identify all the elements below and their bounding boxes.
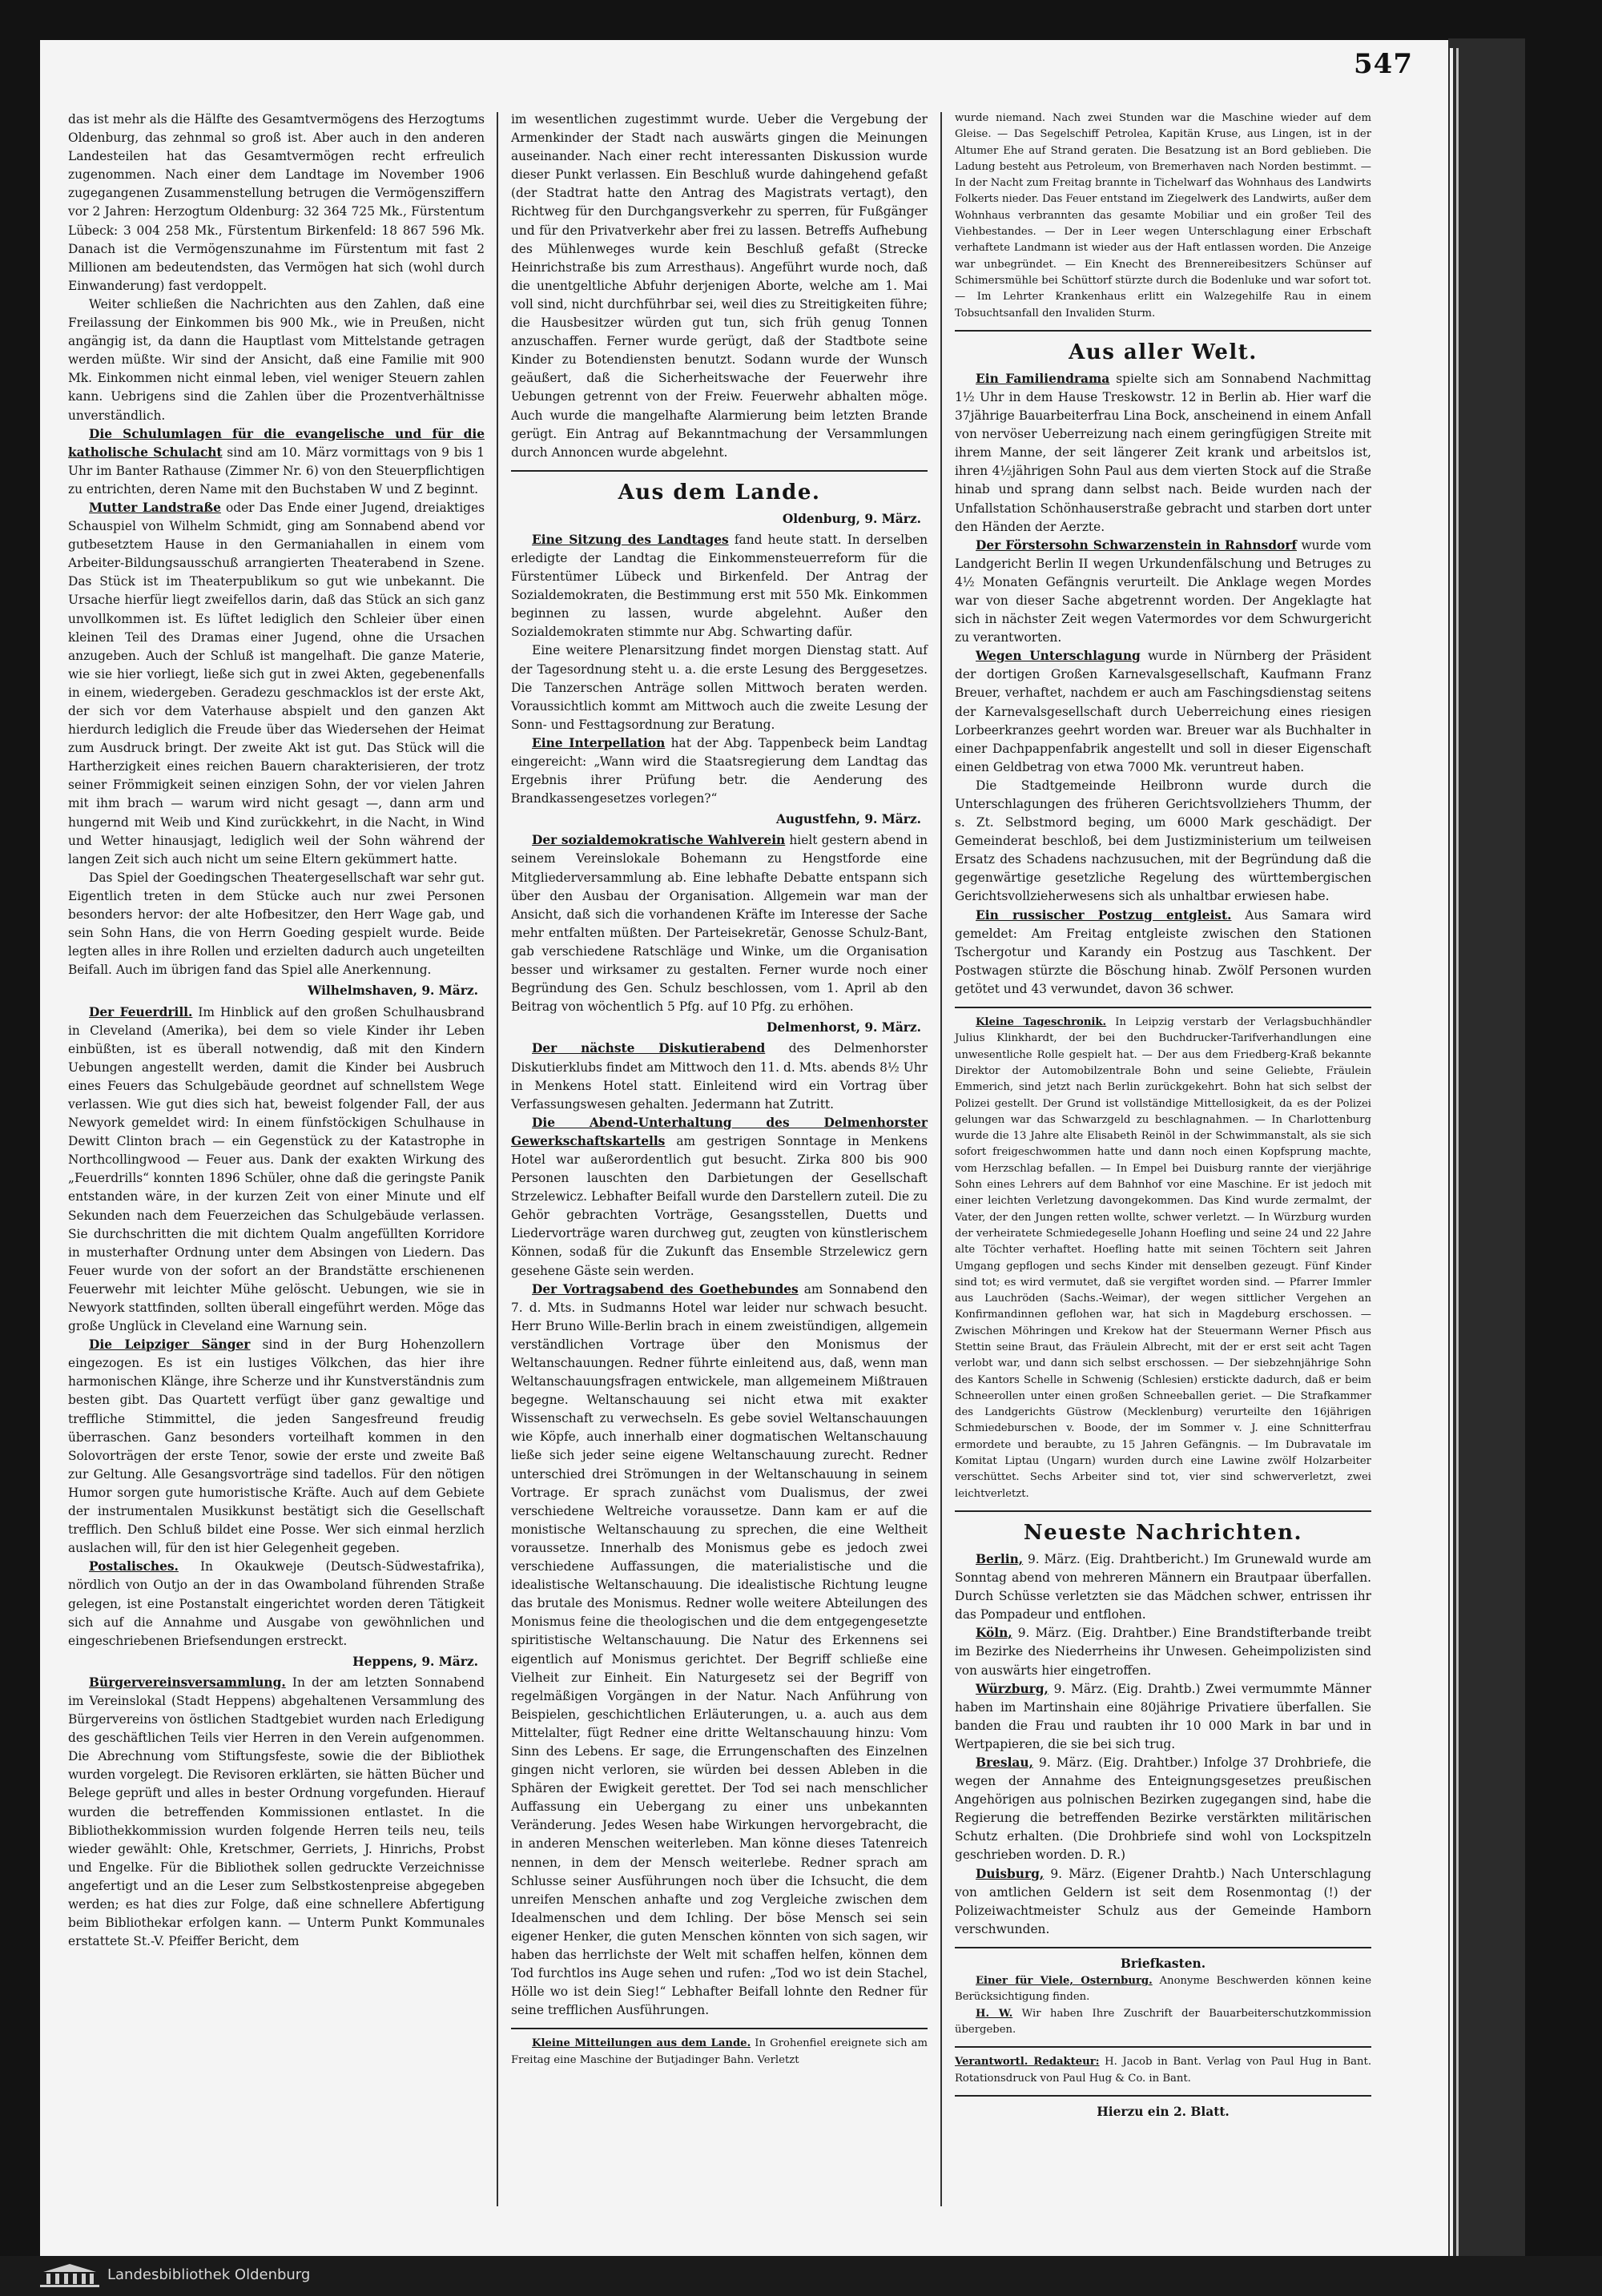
article-text: In Okaukweje (Deutsch-Südwestafrika), nördlich von Outjo an der in das Owamboland führenden Straße gelegen, ist eine Postanstalt eingerichtet worden deren Tätigkeit sich auf die Annahme und Ausgabe von gewöhnlichen und eingeschriebenen Briefsendungen erstreckt. xyxy=(68,1559,485,1648)
article-text: Die Stadtgemeinde Heilbronn wurde durch die Unterschlagungen des früheren Gerichtsvollziehers Thumm, der s. Zt. Selbstmord beging, um 6000 Mark geschädigt. Der Gemeinderat beschloß, bei dem Justizministerium um teilweisen Ersatz des Schadens nachzusuchen, mit der Begründung daß die gegenwärtige gesetzliche Regelung des württembergischen Gerichtsvollzieherwesens sich als unhaltbar erwiesen habe. xyxy=(955,778,1371,904)
article-paragraph xyxy=(955,1865,1371,1939)
article-text: wurde in Nürnberg der Präsident der dortigen Großen Karnevalsgesellschaft, Kaufmann Franz Breuer, verhaftet, nachdem er auch am Faschingsdienstag seitens der Karnevalsgesellschaft durch Ueberreichung eines riesigen Lorbeerkranzes geehrt worden war. Breuer war als Buchhalter in einer Dachpappenfabrik angestellt und soll in dieser Eigenschaft einen Geldbetrag von etwa 7000 Mk. veruntreut haben. xyxy=(955,649,1371,774)
dateline: Delmenhorst, 9. März. xyxy=(767,1020,921,1035)
article-headline: Einer für Viele, Osternburg. xyxy=(976,1975,1153,1988)
small-print-paragraph xyxy=(955,1015,1371,1502)
article-paragraph xyxy=(955,1624,1371,1679)
library-building-icon xyxy=(40,2264,99,2288)
article-paragraph xyxy=(511,831,928,1016)
dateline: Wilhelmshaven, 9. März. xyxy=(308,983,478,999)
article-text: fand heute statt. In derselben erledigte der Landtag die Einkommensteuerreform für die Fürstentümer Lübeck und Birkenfeld. Der Antrag der Sozialdemokraten, die Bestimmung erst mit 550 Mk. Einkommen beginnen zu lassen, wurde abgelehnt. Außer den Sozialdemokraten stimmte nur Abg. Schwarting dafür. xyxy=(511,532,928,640)
article-text: In Grohenfiel ereignete sich am Freitag eine Maschine der Butjadinger Bahn. Verletzt xyxy=(511,2037,928,2066)
article-text: H. Jacob in Bant. Verlag von Paul Hug in Bant. Rotationsdruck von Paul Hug & Co. in Bant. xyxy=(955,2056,1372,2085)
article-paragraph xyxy=(955,777,1371,907)
article-paragraph xyxy=(955,907,1371,999)
section-divider xyxy=(955,1947,1371,1948)
article-headline: Duisburg, xyxy=(976,1866,1045,1881)
section-divider xyxy=(511,2028,928,2029)
article-text: wurde niemand. Nach zwei Stunden war die Maschine wieder auf dem Gleise. — Das Segelschiff Petrolea, Kapitän Kruse, aus Lingen, ist in der Altumer Ehe auf Strand geraten. Die Besatzung ist an Bord geblieben. Die Ladung besteht aus Petroleum, von Bremerhaven nach Norden bestimmt. — In der Nacht zum Freitag brannte in Tichelwarf das Wohnhaus des Landwirts Folkerts nieder. Das Feuer entstand im Ziegelwerk des Landwirts, außer dem Wohnhaus verbrannten das gesamte Mobiliar und ein großer Teil des Viehbestandes. — Der in Leer wegen Unterschlagung einer Erbschaft verhaftete Landmann ist wieder aus der Haft entlassen worden. Die Anzeige war unbegründet. — Ein Knecht des Brennereibesitzers Schünser auf Schimersmühle bei Schüttorf stürzte durch die Bodenluke und war sofort tot. — Im Lehrter Krankenhaus erlitt ein Walzegehilfe Rau in einem Tobsuchtsanfall den Invaliden Sturm. xyxy=(955,112,1371,320)
article-text: In Leipzig verstarb der Verlagsbuchhändler Julius Klinkhardt, der bei den Buchdrucker-Tarifverhandlungen eine unwesentliche Rolle gespielt hat. — Der aus dem Friedberg-Kraß bekannte Direktor der Automobilzentrale Bohn und seine Geliebte, Fräulein Emmerich, sind jetzt nach Berlin zurückgekehrt. Bohn hat sich selbst der Polizei gestellt. Der Grund ist vollständige Mittellosigkeit, da es der Polizei gelungen war das Schwarzgeld zu beschlagnahmen. — In Charlottenburg wurde die 13 Jahre alte Elisabeth Reinöl in der Schwimmanstalt, als sie sich sofort freigeschwommen hatte und dann noch einen Kopfsprung machte, vom Herzschlag befallen. — In Empel bei Duisburg rannte der vierjährige Sohn eines Lehrers auf dem Bahnhof vor eine Maschine. Er ist jedoch mit einer leichten Verletzung davongekommen. Das Kind wurde zermalmt, der Vater, der den Jungen retten wollte, schwer verletzt. — In Würzburg wurden der verheiratete Schmiedegeselle Johann Hoefling und seine 24 und 22 Jahre alte Töchter verhaftet. Hoefling hatte mit seinen Töchtern seit Jahren Umgang gepflogen und sechs Kinder mit denselben gezeugt. Fünf Kinder sind tot; es wird vermutet, daß sie vergiftet worden sind. — Pfarrer Immler aus Lauchröden (Sachs.-Weimar), der wegen sittlicher Vergehen an Konfirmandinnen geflohen war, hat sich in Magdeburg erschossen. — Zwischen Möhringen und Krekow hat der Steuermann Werner Pfisch aus Stettin seine Braut, das Fräulein Albrecht, mit der er erst seit acht Tagen verlobt war, und dann sich selbst erschossen. — Der siebzehnjährige Sohn des Kantors Schelle in Schwenig (Schlesien) erstickte dadurch, daß er beim Schneerollen unter einen großen Schneeballen geriet. — Die Strafkammer des Landgerichts Güstrow (Mecklenburg) verurteilte den 16jährigen Schmiedeburschen v. Boode, der im Sommer v. J. eine Schnitterfrau ermordete und beraubte, zu 15 Jahren Gefängnis. — Im Dubravatale im Komitat Liptau (Ungarn) wurden durch eine Lawine zwölf Holzarbeiter verschüttet. Sechs Arbeiter sind tot, vier sind schwerverletzt, zwei leichtverletzt. xyxy=(955,1016,1371,1500)
section-divider xyxy=(955,2095,1371,2097)
small-print-paragraph xyxy=(955,2006,1371,2039)
centered-heading: Briefkasten. xyxy=(1120,1956,1206,1971)
article-paragraph xyxy=(68,1336,485,1558)
article-headline: Ein russischer Postzug entgleist. xyxy=(976,907,1232,923)
article-text: 9. März. (Eig. Drahtber.) Eine Brandstifterbande treibt im Bezirke des Niederrheins ihr Unwesen. Geheimpolizisten sind von auswärts hier eingetroffen. xyxy=(955,1626,1371,1678)
binding-edge xyxy=(1450,48,1453,2266)
article-text: Das Spiel der Goedingschen Theatergesellschaft war sehr gut. Eigentlich treten in dem Stücke auch nur zwei Personen besonders hervor: der alte Hofbesitzer, den Herr Wage gab, und sein Sohn Hans, die von Herrn Goeding gespielt wurde. Beide legten alles in ihre Rollen und erzielten dadurch auch ungeteilten Beifall. Auch im übrigen fand das Spiel alle Anerkennung. xyxy=(68,870,485,978)
footer-bar xyxy=(0,2256,1602,2296)
article-headline: Der Feuerdrill. xyxy=(89,1004,193,1019)
article-paragraph xyxy=(68,111,485,296)
article-paragraph xyxy=(68,1674,485,1951)
article-text: hat der Abg. Tappenbeck beim Landtag eingereicht: „Wann wird die Staatsregierung dem Landtag das Ergebnis ihrer Prüfung betr. die Aenderung des Brandkassengesetzes vorlegen?“ xyxy=(511,735,928,806)
article-headline: Der Vortragsabend des Goethebundes xyxy=(532,1281,799,1297)
article-headline: Bürgervereinsversammlung. xyxy=(89,1675,286,1690)
page-number: 547 xyxy=(1354,48,1413,80)
column-rule-1 xyxy=(497,112,498,2206)
article-headline: Breslau, xyxy=(976,1755,1033,1770)
small-print-paragraph xyxy=(955,111,1371,322)
article-paragraph xyxy=(68,425,485,499)
article-paragraph xyxy=(955,1550,1371,1624)
article-headline: Verantwortl. Redakteur: xyxy=(955,2056,1100,2069)
section-divider xyxy=(955,1007,1371,1008)
article-headline: Die Abend-Unterhaltung des Delmenhorster Gewerkschaftskartells xyxy=(511,1115,928,1148)
dateline: Augustfehn, 9. März. xyxy=(775,812,921,827)
article-paragraph xyxy=(68,499,485,869)
article-text: Aus Samara wird gemeldet: Am Freitag entgleiste zwischen den Stationen Tschergotur und Karandy ein Postzug aus Taschkent. Der Postwagen stürzte die Böschung hinab. Zwölf Personen wurden getötet und 43 verwundet, davon 36 schwer. xyxy=(955,907,1371,996)
article-text: wurde vom Landgericht Berlin II wegen Urkundenfälschung und Betruges zu 4½ Monaten Gefängnis verurteilt. Die Anklage wegen Mordes war von dieser Sache abgetrennt worden. Der Angeklagte hat sich in nächster Zeit wegen Vatermordes vor dem Schwurgericht zu verantworten. xyxy=(955,537,1371,645)
article-headline: Köln, xyxy=(976,1626,1012,1641)
article-text: das ist mehr als die Hälfte des Gesamtvermögens des Herzogtums Oldenburg, das zehnmal so groß ist. Aber auch in den anderen Landesteilen hat das Gesamtvermögen recht erfreulich zugenommen. Nach einer dem Landtage im November 1906 zugegangenen Zusammenstellung betrugen die Vermögensziffern vor 2 Jahren: Herzogtum Oldenburg: 32 364 725 Mk., Fürstentum Lübeck: 3 004 258 Mk., Fürstentum Birkenfeld: 18 867 596 Mk. Danach ist die Vermögenszunahme im Fürstentum mit fast 2 Millionen am bedeutendsten, das Vermögen hat sich (wohl durch Einwanderung) fast verdoppelt. xyxy=(68,112,485,293)
article-text: am Sonnabend den 7. d. Mts. in Sudmanns Hotel war leider nur schwach besucht. Herr Bruno Wille-Berlin brach in einem zweistündigen, allgemein verständlichen Vortrage über den Monismus der Weltanschauungen. Redner führte einleitend aus, daß, wenn man Weltanschauungsfragen entwickele, man allgemeinem Mißtrauen begegne. Weltanschauung sei nicht etwa mit exakter Wissenschaft zu verwechseln. Es gebe soviel Weltanschauungen wie Köpfe, auch innerhalb einer dogmatischen Weltanschauung ließe sich jeder seine eigene Weltanschauung zurecht. Redner unterschied drei Strömungen in der Weltanschauung in seinem Vortrage. Er sprach zunächst vom Dualismus, der zwei verschiedene Weltreiche voraussetze. Dann kam er auf die monistische Weltanschauung zu sprechen, die eine Weltheit voraussetze. Innerhalb des Monismus gebe es jedoch zwei verschiedene Auffassungen, die materialistische und die idealistische Weltanschauung. Die idealistische Richtung leugne das brutale des Monismus. Redner wolle weitere Abteilungen des Monismus feine die theologischen und die dem entgegengesetzte spiritistische Weltanschauung. Die Natur des Erkennens sei eigentlich auf Monismus gerichtet. Der Begriff schließe eine Vielheit zur Einheit. Ein Naturgesetz sei der Begriff von regelmäßigen Vorgängen in der Natur. Nach Anführung von Beispielen, geschichtlichen Erläuterungen, u. a. auch aus dem Mittelalter, fügt Redner eine dritte Weltanschauung hinzu: Vom Sinn des Lebens. Er sage, die Errungenschaften des Einzelnen gingen nicht verloren, sie würden bei dessen Ableben in die Sphären der Ewigkeit gerettet. Der Tod sei nach menschlicher Auffassung ein Uebergang zu einer uns unbekannten Veränderung. Jedes Wesen habe Wirkungen hervorgebracht, die in anderen Menschen weiterleben. Man könne dieses Tatenreich nennen, in dem der Mensch weiterlebe. Redner sprach am Schlusse seiner Ausführungen noch über die Ichsucht, die dem unreifen Menschen anhafte und zog Vergleiche zwischen dem Idealmenschen und dem Ichling. Der böse Mensch sei sein eigener Henker, die guten Menschen könnten von sich sagen, wir haben das herrlichste der Welt mit schaffen helfen, können dem Tod furchtlos ins Auge sehen und rufen: „Tod wo ist dein Stachel, Hölle wo ist dein Sieg!“ Lebhafter Beifall lohnte den Redner für seine trefflichen Ausführungen. xyxy=(511,1281,928,2018)
article-paragraph xyxy=(511,641,928,734)
article-text: Im Hinblick auf den großen Schulhausbrand in Cleveland (Amerika), bei dem so viele Kinder ihr Leben einbüßten, ist es überall notwendig, daß mit den Kindern Uebungen angestellt werden, damit die Kinder bei Ausbruch eines Feuers das Schulgebäude geordnet auf schnellstem Wege verlassen. Wie gut dies sich hat, beweist folgender Fall, der aus Newyork gemeldet wird: In einem fünfstöckigen Schulhause in Dewitt Clinton brach — ein Gegenstück zu der Katastrophe in Northcollingwood — Feuer aus. Dank der exakten Wirkung des „Feuerdrills“ konnten 1896 Schüler, ohne daß die geringste Panik entstanden wäre, in der kurzen Zeit von einer Minute und elf Sekunden nach dem Feuerzeichen das Schulgebäude verlassen. Sie durchschritten die mit dichtem Qualm angefüllten Korridore in musterhafter Ordnung unter dem Absingen von Liedern. Das Feuer wurde von der sofort an der Brandstätte erschienenen Feuerwehr mit leichter Mühe gelöscht. Uebungen, wie sie in Newyork stattfinden, sollten überall eingeführt werden. Möge das große Unglück in Cleveland eine Warnung sein. xyxy=(68,1004,485,1334)
article-paragraph xyxy=(955,537,1371,648)
article-paragraph xyxy=(68,1558,485,1650)
article-paragraph xyxy=(511,1039,928,1113)
article-headline: Wegen Unterschlagung xyxy=(976,649,1141,664)
section-divider xyxy=(511,470,928,472)
article-text: hielt gestern abend in seinem Vereinslokale Bohemann zu Hengstforde eine Mitgliederversammlung ab. Eine lebhafte Debatte entspann sich über den Ausbau der Organisation. Allgemein war man der Ansicht, daß sich die vorhandenen Kräfte im Interesse der Sache mehr entfalten müßten. Der Parteisekretär, Genosse Schulz-Bant, gab verschiedene Ratschläge und Winke, um die Organisation besser und wirksamer zu gestalten. Ferner wurde noch einer Begründung des Gen. Schulz beschlossen, vom 1. April ab den Beitrag von wöchentlich 5 Pfg. auf 10 Pfg. zu erhöhen. xyxy=(511,833,928,1015)
column-1 xyxy=(68,111,485,1951)
article-headline: Die Leipziger Sänger xyxy=(89,1337,251,1353)
book-binding xyxy=(1448,38,1525,2273)
library-name: Landesbibliothek Oldenburg xyxy=(107,2266,311,2283)
article-headline: Postalisches. xyxy=(89,1559,179,1574)
article-text: Eine weitere Plenarsitzung findet morgen Dienstag statt. Auf der Tagesordnung steht u. a. die erste Lesung des Berggesetzes. Die Tanzerschen Anträge sollen Mittwoch beraten werden. Voraussichtlich kommt am Mittwoch auch die zweite Lesung der Sonn- und Festtagsordnung zur Beratung. xyxy=(511,643,928,732)
section-divider xyxy=(955,330,1371,332)
article-paragraph xyxy=(955,1680,1371,1754)
article-headline: Ein Familiendrama xyxy=(976,371,1110,386)
column-3 xyxy=(955,111,1371,2121)
article-headline: Berlin, xyxy=(976,1551,1024,1566)
column-2 xyxy=(511,111,928,2069)
article-text: Weiter schließen die Nachrichten aus den Zahlen, daß eine Freilassung der Einkommen bis 900 Mk., wie in Preußen, nicht angängig ist, da dann die Hauptlast vom Mittelstande getragen werden müßte. Wir sind der Ansicht, daß eine Familie mit 900 Mk. Einkommen nicht einmal leben, viel weniger Steuern zahlen kann. Uebrigens sind die Zahlen über die Prozentverhältnisse unverständlich. xyxy=(68,296,485,423)
binding-edge-shadow xyxy=(1456,48,1459,2266)
article-headline: Eine Sitzung des Landtages xyxy=(532,532,729,547)
article-headline: Die Schulumlagen für die evangelische und für die katholische Schulacht xyxy=(68,426,485,460)
article-text: sind am 10. März vormittags von 9 bis 1 Uhr im Banter Rathause (Zimmer Nr. 6) von den Steuerpflichtigen zu entrichten, deren Name mit den Buchstaben W und Z beginnt. xyxy=(68,444,485,497)
section-divider xyxy=(955,2046,1371,2048)
section-heading: Neueste Nachrichten. xyxy=(1023,1520,1303,1545)
article-headline: Der Förstersohn Schwarzenstein in Rahnsdorf xyxy=(976,537,1297,553)
small-print-paragraph xyxy=(511,2036,928,2069)
article-text: 9. März. (Eig. Drahtber.) Infolge 37 Drohbriefe, die wegen der Annahme des Enteignungsgesetzes preußischen Angehörigen aus polnischen Bezirken zugegangen sind, habe die Regierung die betreffenden Bezirke verstärkten militärischen Schutz erhalten. (Die Drohbriefe sind wohl von Lockspitzeln geschrieben worden. D. R.) xyxy=(955,1755,1371,1863)
dateline: Oldenburg, 9. März. xyxy=(782,511,921,526)
article-text: des Delmenhorster Diskutierklubs findet am Mittwoch den 11. d. Mts. abends 8½ Uhr in Menkens Hotel statt. Einleitend wird ein Vortrag über Verfassungswesen gehalten. Jedermann hat Zutritt. xyxy=(511,1041,928,1112)
section-heading: Aus dem Lande. xyxy=(618,480,821,505)
section-divider xyxy=(955,1510,1371,1512)
article-text: 9. März. (Eig. Drahtbericht.) Im Grunewald wurde am Sonntag abend von mehreren Männern ein Brautpaar überfallen. Durch Schüsse verletzten sie das Mädchen schwer, entrissen ihr das Pompadeur und entflohen. xyxy=(955,1551,1371,1622)
article-headline: Mutter Landstraße xyxy=(89,500,221,515)
article-paragraph xyxy=(511,531,928,642)
article-headline: Der nächste Diskutierabend xyxy=(532,1041,766,1056)
article-paragraph xyxy=(511,1281,928,2021)
article-paragraph xyxy=(955,370,1371,537)
article-paragraph xyxy=(511,1114,928,1281)
article-headline: Eine Interpellation xyxy=(532,735,666,750)
article-headline: Würzburg, xyxy=(976,1681,1049,1696)
article-headline: Kleine Tageschronik. xyxy=(976,1016,1107,1029)
article-headline: Der sozialdemokratische Wahlverein xyxy=(532,833,786,848)
small-print-paragraph xyxy=(955,2054,1371,2087)
article-headline: H. W. xyxy=(976,2007,1013,2020)
article-text: im wesentlichen zugestimmt wurde. Ueber die Vergebung der Armenkinder der Stadt nach auswärts gingen die Meinungen auseinander. Nach einer recht interessanten Diskussion wurde dieser Punkt verlassen. Ein Beschluß wurde dahingehend gefaßt (der Stadtrat hatte den Antrag des Magistrats vertagt), den Richtweg für den Durchgangsverkehr zu sperren, für Fußgänger und für den Privatverkehr aber frei zu lassen. Betreffs Aufhebung des Mühlenweges wurde kein Beschluß gefaßt (Strecke Heinrichstraße bis zum Arresthaus). Angeführt wurde noch, daß die unentgeltliche Abfuhr derjenigen Aborte, welche am 1. Mai voll sind, nicht durchführbar sei, weil dies zu Streitigkeiten führe; die Hausbesitzer würden gut tun, sich früh genug Tonnen anzuschaffen. Ferner wurde gerügt, daß der Stadtbote seine Kinder zu Botendiensten benutzt. Sodann wurde der Wunsch geäußert, daß die Sicherheitswache der Feuerwehr ihre Uebungen getrennt von der Freiw. Feuerwehr abhalten möge. Auch wurde die mangelhafte Alarmierung beim letzten Brande gerügt. Ein Antrag auf Bekanntmachung der Versammlungen durch Annoncen wurde abgelehnt. xyxy=(511,112,928,460)
article-text: sind in der Burg Hohenzollern eingezogen. Es ist ein lustiges Völkchen, das hier ihre harmonischen Klänge, ihre Scherze und ihr Kunstverständnis zum besten gibt. Das Quartett verfügt über ganz gewaltige und treffliche Stimmittel, die jeden Sangesfreund freudig überraschen. Ganz besonders vorteilhaft kommen in den Solovorträgen der erste Tenor, sowie der erste und zweite Baß zur Geltung. Alle Gesangsvorträge sind tadellos. Für den nötigen Humor sorgen gute humoristische Kräfte. Auch auf dem Gebiete der instrumentalen Musikkunst bestätigt sich die Gesellschaft trefflich. Den Schluß bildet eine Posse. Wer sich einmal herzlich auslachen will, für den ist hier Gelegenheit gegeben. xyxy=(68,1337,485,1556)
article-text: am gestrigen Sonntage in Menkens Hotel war außerordentlich gut besucht. Zirka 800 bis 900 Personen lauschten den Darbietungen der Gesellschaft Strzelewicz. Lebhafter Beifall wurde den Darstellern zuteil. Die zu Gehör gebrachten Vorträge, Gesangsstellen, Duetts und Liedervorträge waren durchweg gut, zeugten von künstlerischem Können, sodaß für die Zukunft das Ensemble Strzelewicz gern gesehene Gäste sein werden. xyxy=(511,1133,928,1278)
column-rule-2 xyxy=(940,112,942,2206)
article-text: 9. März. (Eigener Drahtb.) Nach Unterschlagung von amtlichen Geldern ist seit dem Rosenmontag (!) der Polizeiwachtmeister Schulz aus der Gemeinde Hamborn verschwunden. xyxy=(955,1866,1371,1936)
article-text: oder Das Ende einer Jugend, dreiaktiges Schauspiel von Wilhelm Schmidt, ging am Sonnabend abend vor gutbesetztem Hause in den Germaniahallen in einem vom Arbeiter-Bildungsausschuß arrangierten Theaterabend in Szene. Das Stück ist im Theaterpublikum so gut wie unbekannt. Die Ursache hierfür liegt zweifellos darin, daß das Stück an sich ganz unvollkommen ist. Es lüftet lediglich den Schleier über einen kleinen Teil des Dramas einer Jugend, ohne die Ursachen anzugeben. Auch der Schluß ist mangelhaft. Die ganze Materie, wie sie hier vorliegt, ließe sich gut in zwei Akten, gegebenenfalls in einem, wiedergeben. Geradezu geschmacklos ist der erste Akt, der sich vor dem Vaterhause abspielt und den ganzen Akt hierdurch lediglich die Freude über das Wiedersehen der Heimat zum Ausdruck bringt. Der zweite Akt ist gut. Das Stück will die Hartherzigkeit eines reichen Bauern charakterisieren, der trotz seiner Frömmigkeit seinen einzigen Sohn, der vor vielen Jahren mit ihm brach — warum wird nicht gesagt —, dann arm und hungernd mit Weib und Kind zurückkehrt, in die Nacht, in Wind und Wetter hinausjagt, lediglich weil der Sohn während der langen Zeit sich auch nicht um seine Eltern gekümmert hatte. xyxy=(68,500,485,867)
article-paragraph xyxy=(68,869,485,980)
article-paragraph xyxy=(955,1754,1371,1865)
article-text: Wir haben Ihre Zuschrift der Bauarbeiterschutzkommission übergeben. xyxy=(955,2007,1371,2036)
centered-heading: Hierzu ein 2. Blatt. xyxy=(1097,2104,1230,2119)
article-text: 9. März. (Eig. Drahtb.) Zwei vermummte Männer haben im Martinshain eine 80jährige Privatiere überfallen. Sie banden die Frau und raubten ihr 10 000 Mark in bar und in Wertpapieren, die sie bei sich trug. xyxy=(955,1681,1371,1751)
dateline: Heppens, 9. März. xyxy=(352,1654,478,1669)
article-text: Anonyme Beschwerden können keine Berücksichtigung finden. xyxy=(955,1975,1372,2004)
section-heading: Aus aller Welt. xyxy=(1069,340,1258,364)
article-paragraph xyxy=(511,734,928,808)
article-headline: Kleine Mitteilungen aus dem Lande. xyxy=(532,2037,751,2050)
article-paragraph xyxy=(68,296,485,425)
article-text: spielte sich am Sonnabend Nachmittag 1½ Uhr in dem Hause Treskowstr. 12 in Berlin ab. Hier warf die 37jährige Bauarbeiterfrau Lina Bock, anscheinend in einem Anfall von nervöser Ueberreizung nach einem geringfügigen Streite mit ihrem Manne, der seit längerer Zeit krank und arbeitslos ist, ihren 4½jährigen Sohn Paul aus dem vierten Stock auf die Straße hinab und sprang dann selbst nach. Beide wurden nach der Unfallstation Schönhauserstraße gebracht und starben dort unter den Händen der Aerzte. xyxy=(955,371,1372,534)
article-paragraph xyxy=(955,647,1371,777)
small-print-paragraph xyxy=(955,1973,1371,2006)
article-paragraph xyxy=(68,1003,485,1337)
article-paragraph xyxy=(511,111,928,462)
article-text: In der am letzten Sonnabend im Vereinslokal (Stadt Heppens) abgehaltenen Versammlung des Bürgervereins von östlichen Stadtgebiet wurden nach Erledigung des geschäftlichen Teils vier Herren in den Verein aufgenommen. Die Abrechnung vom Stiftungsfeste, sowie die der Bibliothek wurden vorgelegt. Die Revisoren erklärten, sie hätten Bücher und Belege geprüft und alles in bester Ordnung vorgefunden. Hierauf wurden die betreffenden Kommissionen entlastet. In die Bibliothekkommission wurden folgende Herren teils neu, teils wieder gewählt: Ohle, Kretschmer, Gerriets, J. Hinrichs, Probst und Engelke. Für die Bibliothek sollen gedruckte Verzeichnisse angefertigt und an die Leser zum Selbstkostenpreise abgegeben werden; es hat dies zur Folge, daß eine schnellere Abfertigung beim Bibliothekar erfolgen kann. — Unterm Punkt Kommunales erstattete St.-V. Pfeiffer Bericht, dem xyxy=(68,1675,485,1949)
